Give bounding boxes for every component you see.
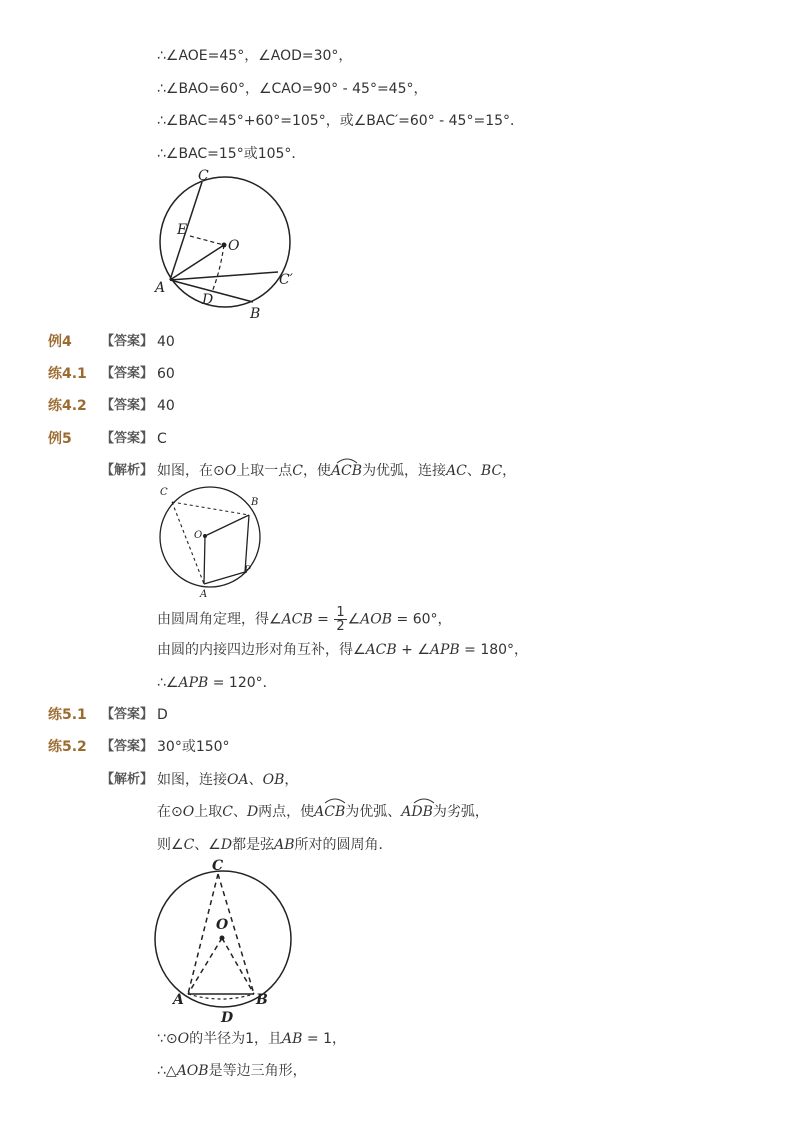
answer-value-4: C <box>157 431 167 447</box>
answer-label-6: 练5.2 <box>48 739 87 755</box>
ex5-intro <box>157 462 516 480</box>
ex52-line-4 <box>157 1030 346 1048</box>
text-fragment: ∠ <box>347 611 361 628</box>
text-fragment: = 60°， <box>392 611 452 628</box>
point-o <box>203 534 207 538</box>
ex52-line-5 <box>157 1062 307 1080</box>
point-o <box>220 936 225 941</box>
math-ob: OB <box>262 772 285 788</box>
text-fragment: 两点，使 <box>258 804 315 820</box>
text-fragment: 都是弦 <box>232 837 275 853</box>
text-fragment: ∴△ <box>157 1063 177 1079</box>
math-c: C <box>292 463 303 479</box>
answer-label-2: 练4.1 <box>48 366 87 382</box>
answer-label-3: 练4.2 <box>48 398 87 414</box>
answer-label-1: 例4 <box>48 334 72 350</box>
text-fragment: ， <box>502 463 517 479</box>
label-b: B <box>256 992 268 1008</box>
text-fragment: + ∠ <box>396 642 430 658</box>
text-fragment: 、 <box>248 772 263 788</box>
text-fragment: 为劣弧， <box>432 804 489 820</box>
answer-value-5: D <box>157 707 168 723</box>
circle-o <box>160 177 290 307</box>
line-bp <box>245 515 249 572</box>
answer-value-3: 40 <box>157 398 175 414</box>
math-ac: AC <box>446 463 467 479</box>
text-fragment: 上取 <box>194 804 223 820</box>
label-p: P <box>244 565 251 576</box>
label-o: O <box>216 917 229 933</box>
line-oa <box>204 536 205 584</box>
arc-acb: ACB <box>330 463 363 479</box>
text-fragment: 所对的圆周角． <box>294 837 393 853</box>
text-fragment: 由圆的内接四边形对角互补，得∠ <box>157 642 366 658</box>
math-o: O <box>182 804 195 820</box>
label-e: E <box>177 222 188 238</box>
math-d: D <box>246 804 259 820</box>
arc-mark-ex5 <box>335 456 359 464</box>
fraction-numerator: 1 <box>336 605 345 620</box>
solution-line-1: ∴∠AOE=45°，∠AOD=30°， <box>157 48 353 64</box>
label-a: A <box>200 589 208 600</box>
dashed-oa <box>188 938 222 994</box>
ex52-line-3 <box>157 836 392 854</box>
line-ao <box>170 245 224 280</box>
math-c: C <box>183 837 195 853</box>
text-fragment: 则∠ <box>157 837 184 853</box>
math-oa: OA <box>227 772 249 788</box>
text-fragment: 的半径为1，且 <box>189 1031 283 1047</box>
math-o: O <box>177 1031 190 1047</box>
fraction-denominator: 2 <box>336 619 345 634</box>
answer-tag-4: 【答案】 <box>101 431 154 446</box>
label-o: O <box>194 530 203 541</box>
analysis-tag-ex52: 【解析】 <box>101 772 154 787</box>
dashed-ca <box>188 874 218 994</box>
text-fragment: 在⊙ <box>157 804 183 820</box>
text-fragment: 、 <box>232 804 247 820</box>
answer-value-2: 60 <box>157 366 175 382</box>
solution-line-3: ∴∠BAC=45°+60°=105°，或∠BAC′=60° - 45°=15°． <box>157 113 525 129</box>
math-c: C <box>222 804 233 820</box>
text-fragment: 为优弧、 <box>345 804 402 820</box>
fraction-half <box>334 606 346 633</box>
text-fragment: ， <box>284 772 299 788</box>
text-fragment: 为优弧，连接 <box>362 463 447 479</box>
arc-mark-acb <box>323 796 347 804</box>
label-c: C <box>198 168 209 184</box>
ex5-line-3 <box>157 674 277 692</box>
label-d: D <box>221 1010 234 1026</box>
text-fragment: ，使 <box>302 463 331 479</box>
solution-line-2: ∴∠BAO=60°，∠CAO=90° - 45°=45°， <box>157 81 428 97</box>
label-b: B <box>250 306 261 322</box>
answer-label-5: 练5.1 <box>48 707 87 723</box>
math-apb: APB <box>429 642 460 658</box>
math-ab: AB <box>282 1031 303 1047</box>
text-fragment: 是等边三角形， <box>208 1063 307 1079</box>
arc-acb: ACB <box>314 804 346 820</box>
text-fragment: 、 <box>466 463 481 479</box>
answer-tag-6: 【答案】 <box>101 739 154 754</box>
text-fragment: 如图，连接 <box>157 772 227 788</box>
solution-line-4: ∴∠BAC=15°或105°． <box>157 146 306 162</box>
label-d: D <box>202 292 214 308</box>
circle-figure-3 <box>150 856 300 1026</box>
math-aob: AOB <box>176 1063 209 1079</box>
math-d: D <box>220 837 233 853</box>
text-fragment: = 120°． <box>208 675 277 691</box>
math-aob: AOB <box>360 611 393 628</box>
text-fragment: = 180°， <box>459 642 529 658</box>
math-acb: ACB <box>281 611 313 628</box>
text-fragment: ∴∠ <box>157 675 179 691</box>
analysis-tag-ex5: 【解析】 <box>101 463 154 478</box>
dashed-eo <box>190 236 224 245</box>
answer-tag-3: 【答案】 <box>101 398 154 413</box>
circle-figure-1 <box>150 160 310 325</box>
text-fragment: ∵⊙ <box>157 1031 178 1047</box>
arc-adb: ADB <box>401 804 433 820</box>
text-fragment: 如图，在⊙ <box>157 463 225 479</box>
label-a: A <box>155 280 166 296</box>
text-fragment: 由圆周角定理，得∠ <box>157 611 282 628</box>
dashed-cb <box>172 502 249 515</box>
ex5-line-1 <box>157 606 452 633</box>
text-fragment: = <box>312 611 334 628</box>
arc-mark-adb <box>412 796 436 804</box>
ex52-line-2 <box>157 803 489 821</box>
label-c-prime: C′ <box>279 272 293 288</box>
label-a: A <box>173 992 184 1008</box>
math-o: O <box>224 463 237 479</box>
answer-value-1: 40 <box>157 334 175 350</box>
ex5-line-2 <box>157 641 528 659</box>
text-fragment: 、∠ <box>194 837 221 853</box>
answer-value-6: 30°或150° <box>157 739 230 755</box>
answer-tag-1: 【答案】 <box>101 334 154 349</box>
answer-label-4: 例5 <box>48 431 72 447</box>
dashed-ob <box>222 938 254 994</box>
label-b: B <box>251 497 259 508</box>
point-o <box>222 243 227 248</box>
text-fragment: 上取一点 <box>236 463 293 479</box>
text-fragment: = 1， <box>302 1031 346 1047</box>
label-c: C <box>160 487 168 498</box>
dashed-cb <box>218 874 254 994</box>
label-o: O <box>228 238 240 254</box>
line-ob <box>205 515 249 536</box>
math-apb: APB <box>178 675 209 691</box>
math-bc: BC <box>480 463 503 479</box>
math-ab: AB <box>274 837 295 853</box>
chord-ac2 <box>170 272 278 280</box>
circle-figure-2 <box>150 480 270 600</box>
answer-tag-2: 【答案】 <box>101 366 154 381</box>
answer-tag-5: 【答案】 <box>101 707 154 722</box>
dashed-ca <box>172 502 204 584</box>
ex52-line-1 <box>157 771 298 789</box>
math-acb: ACB <box>365 642 397 658</box>
label-c: C <box>212 858 224 874</box>
